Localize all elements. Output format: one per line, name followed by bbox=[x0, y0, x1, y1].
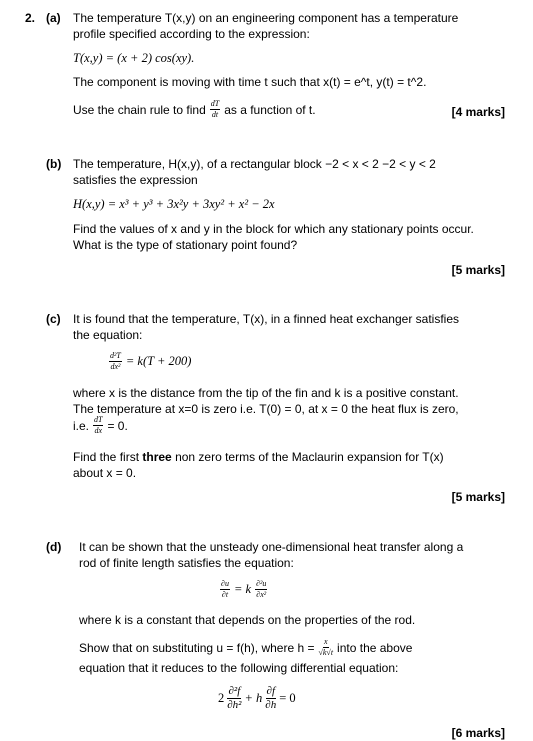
part-a-label: (a) bbox=[46, 11, 61, 25]
part-d-d2f-dh2 bbox=[227, 686, 241, 711]
part-c-line-2: the equation: bbox=[73, 328, 143, 342]
part-b-line-4: What is the type of stationary point found? bbox=[73, 238, 298, 252]
part-b-label: (b) bbox=[46, 157, 62, 171]
part-c-ie: i.e. bbox=[73, 418, 90, 433]
part-a-derivative bbox=[210, 100, 220, 119]
part-b-marks: [5 marks] bbox=[451, 263, 505, 277]
part-a-equation: T(x,y) = (x + 2) cos(xy). bbox=[73, 51, 195, 65]
part-b-line-3: Find the values of x and y in the block for which any stationary points occur. bbox=[73, 222, 474, 236]
part-d-line-5: equation that it reduces to the following differential equation: bbox=[79, 661, 399, 675]
part-a-line-4-end: as a function of t. bbox=[224, 102, 316, 117]
part-c-dx: dx bbox=[94, 426, 103, 435]
part-b-equation: H(x,y) = x³ + y³ + 3x²y + 3xy² + x² − 2x bbox=[73, 197, 275, 211]
part-d-line-2: rod of finite length satisfies the equation: bbox=[79, 556, 294, 570]
part-a-dT: dT bbox=[210, 99, 220, 108]
part-c-line-6 bbox=[73, 451, 444, 463]
part-c-second-derivative bbox=[109, 352, 122, 371]
part-d-du: ∂u bbox=[221, 579, 229, 588]
part-d-du-dt bbox=[220, 580, 230, 599]
part-d-dx2: ∂x² bbox=[256, 590, 267, 599]
part-d-line-4-end: into the above bbox=[337, 640, 413, 655]
part-c-line-6-end: non zero terms of the Maclaurin expansion for T(x) bbox=[175, 450, 444, 464]
part-d-dh2: ∂h² bbox=[227, 699, 242, 711]
part-d-line-4 bbox=[79, 638, 412, 657]
part-a-line-2: profile specified according to the expression: bbox=[73, 27, 310, 41]
part-a-line-4 bbox=[73, 100, 316, 119]
part-c-equals-zero: = 0. bbox=[107, 418, 128, 433]
part-c-line-1: It is found that the temperature, T(x), in a finned heat exchanger satisfies bbox=[73, 312, 459, 326]
part-d-d2u-dx2 bbox=[255, 580, 267, 599]
part-d-ode bbox=[218, 686, 296, 711]
part-c-line-5 bbox=[73, 416, 128, 435]
part-d-d2f: ∂²f bbox=[228, 685, 241, 697]
part-d-dh: ∂h bbox=[265, 699, 277, 711]
part-b-line-1: The temperature, H(x,y), of a rectangular block −2 < x < 2 −2 < y < 2 bbox=[73, 157, 436, 171]
part-d-equals-zero: = 0 bbox=[279, 691, 296, 706]
part-a-line-1: The temperature T(x,y) on an engineering component has a temperature bbox=[73, 11, 459, 25]
part-c-first-derivative bbox=[93, 416, 103, 435]
part-c-dx2: dx² bbox=[110, 362, 121, 371]
part-c-d2T: d²T bbox=[110, 351, 121, 360]
part-d-plus-h: + h bbox=[244, 691, 263, 706]
part-d-line-1: It can be shown that the unsteady one-dimensional heat transfer along a bbox=[79, 540, 464, 554]
part-c-line-3: where x is the distance from the tip of the fin and k is a positive constant. bbox=[73, 386, 459, 400]
part-d-h-fraction bbox=[318, 638, 333, 657]
part-c-line-6-bold: three bbox=[142, 450, 172, 464]
part-d-h-denominator: √k√t bbox=[318, 648, 334, 657]
part-d-line-3: where k is a constant that depends on the properties of the rod. bbox=[79, 613, 416, 627]
part-d-line-4-start: Show that on substituting u = f(h), where h = bbox=[79, 640, 315, 655]
part-c-line-6-start: Find the first bbox=[73, 450, 140, 464]
part-d-marks: [6 marks] bbox=[451, 726, 505, 740]
part-c-marks: [5 marks] bbox=[451, 490, 505, 504]
part-d-df: ∂f bbox=[266, 685, 276, 697]
part-c-equation-rhs: = k(T + 200) bbox=[125, 354, 192, 369]
part-c-label: (c) bbox=[46, 312, 61, 326]
part-a-marks: [4 marks] bbox=[451, 105, 505, 119]
part-d-df-dh bbox=[265, 686, 276, 711]
part-d-coefficient: 2 bbox=[218, 691, 225, 706]
part-a-dt: dt bbox=[211, 110, 219, 119]
part-b-line-2: satisfies the expression bbox=[73, 173, 198, 187]
part-d-heat-equation bbox=[219, 580, 268, 599]
part-d-label: (d) bbox=[46, 540, 62, 554]
part-a-line-4-start: Use the chain rule to find bbox=[73, 102, 206, 117]
part-d-h-numerator: x bbox=[323, 637, 328, 646]
part-c-dT: dT bbox=[94, 415, 103, 424]
part-c-line-4: The temperature at x=0 is zero i.e. T(0) = 0, at x = 0 the heat flux is zero, bbox=[73, 402, 459, 416]
part-a-line-3: The component is moving with time t such that x(t) = e^t, y(t) = t^2. bbox=[73, 75, 427, 89]
part-d-dt: ∂t bbox=[221, 590, 229, 599]
part-c-line-7: about x = 0. bbox=[73, 466, 137, 480]
question-number: 2. bbox=[25, 11, 36, 25]
part-d-equals-k: = k bbox=[233, 582, 252, 597]
part-c-equation bbox=[108, 352, 191, 371]
part-d-d2u: ∂²u bbox=[256, 579, 267, 588]
